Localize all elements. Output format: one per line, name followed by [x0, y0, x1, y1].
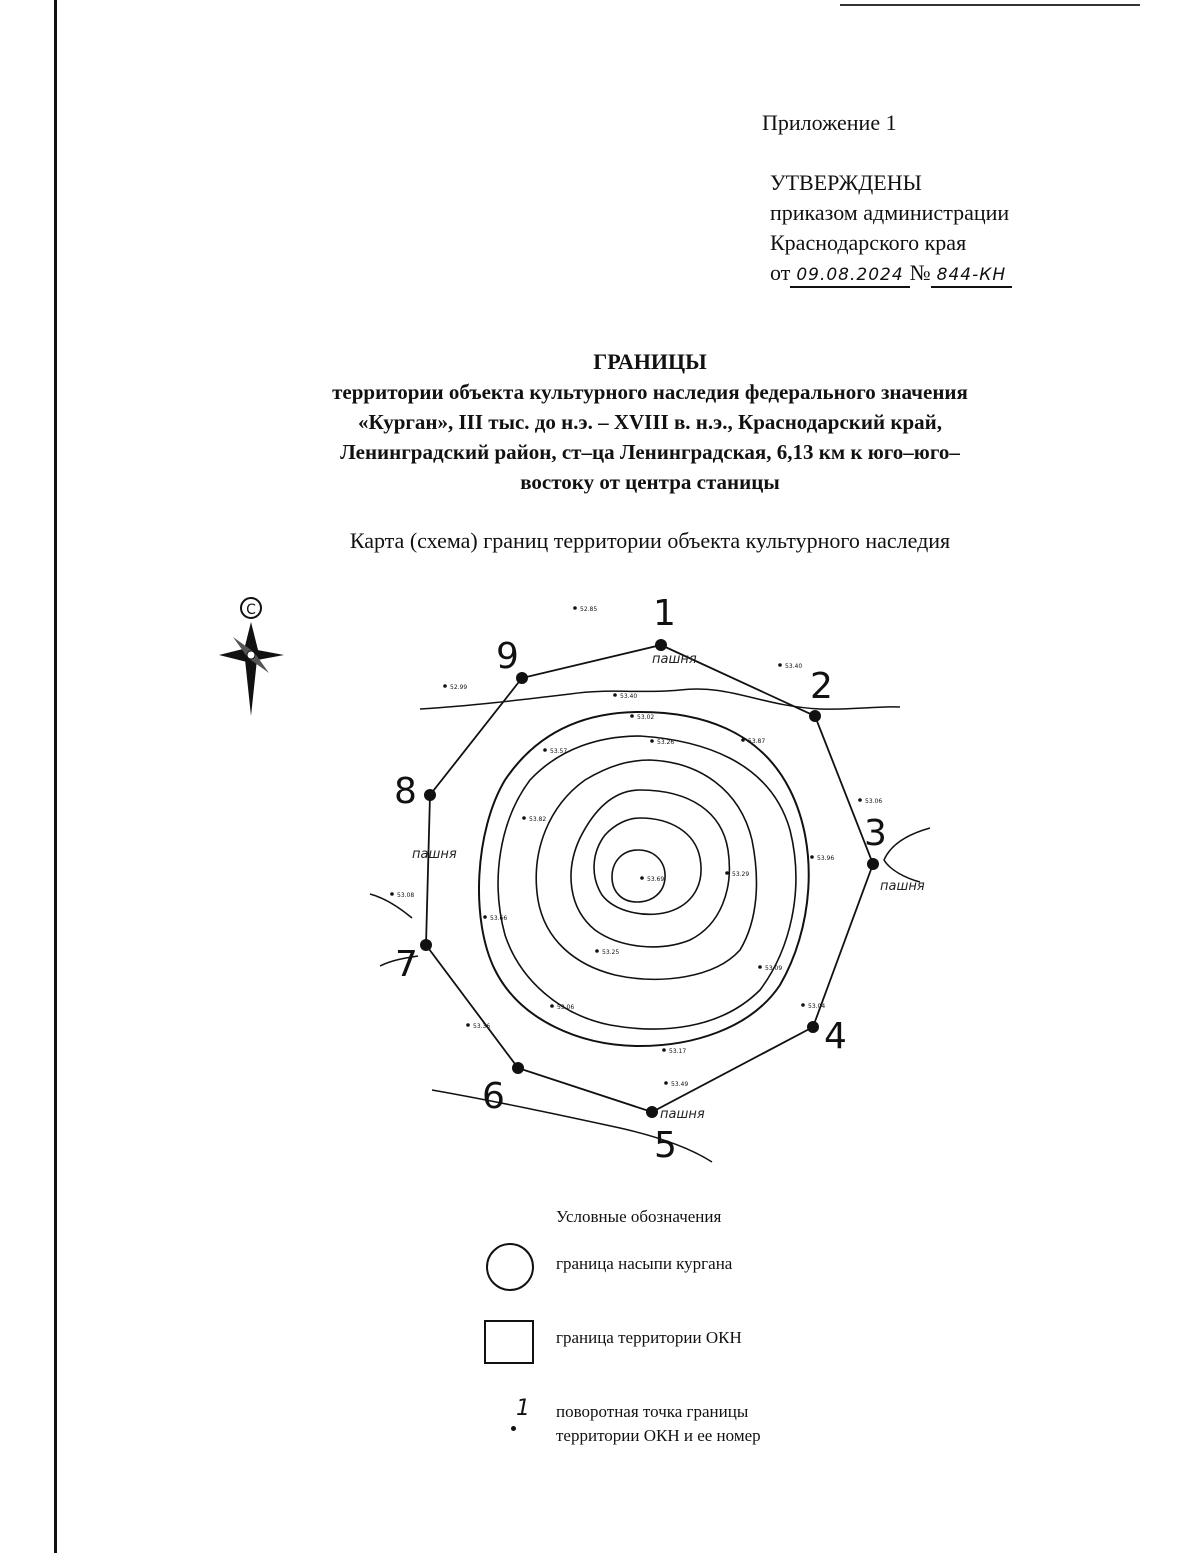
svg-text:53.04: 53.04 [808, 1003, 826, 1010]
legend-turning-point-line-2: территории ОКН и ее номер [556, 1426, 761, 1445]
approval-number: 844-КН [931, 264, 1012, 288]
svg-text:53.06: 53.06 [557, 1004, 575, 1011]
svg-text:53.96: 53.96 [817, 855, 835, 862]
turning-point-symbol-icon [508, 1398, 532, 1438]
title-line-2: «Курган», III тыс. до н.э. – XVIII в. н.э., Краснодарский край, [357, 410, 942, 434]
svg-text:53.69: 53.69 [647, 876, 665, 883]
elevation-mark [858, 798, 882, 805]
svg-text:53.17: 53.17 [669, 1048, 687, 1055]
legend-mound-boundary: граница насыпи кургана [556, 1254, 733, 1273]
approval-line-3: Краснодарского края [770, 230, 967, 255]
title-line-3: Ленинградский район, ст–ца Ленинградская, 6,13 км к юго–юго– [340, 440, 960, 464]
mound-contours [479, 712, 809, 1046]
svg-text:53.36: 53.36 [473, 1023, 491, 1030]
elevation-mark [595, 949, 619, 956]
svg-text:52.99: 52.99 [450, 684, 468, 691]
territory-boundary-symbol-icon [484, 1320, 534, 1364]
elevation-mark [650, 739, 674, 746]
compass-north-label: С [246, 602, 256, 618]
legend-turning-point [556, 1400, 761, 1448]
elevation-mark [758, 965, 782, 972]
svg-text:7: 7 [395, 944, 418, 985]
svg-text:53.06: 53.06 [865, 798, 883, 805]
elevation-mark [801, 1003, 825, 1010]
elevation-mark [662, 1048, 686, 1055]
svg-text:53.26: 53.26 [657, 739, 675, 746]
svg-text:53.09: 53.09 [765, 965, 783, 972]
turning-point-9 [496, 636, 528, 684]
turning-point-6 [482, 1062, 524, 1117]
svg-text:53.40: 53.40 [785, 663, 803, 670]
title-line-1: территории объекта культурного наследия федерального значения [332, 380, 968, 404]
svg-text:3: 3 [864, 813, 887, 854]
svg-text:5: 5 [654, 1125, 677, 1166]
elevation-mark [630, 714, 654, 721]
svg-text:9: 9 [496, 636, 519, 677]
svg-text:53.40: 53.40 [620, 693, 638, 700]
elevation-mark [390, 892, 414, 899]
elevation-mark [466, 1023, 490, 1030]
map-caption: Карта (схема) границ территории объекта культурного наследия [349, 528, 951, 553]
svg-text:53.08: 53.08 [397, 892, 415, 899]
elevation-mark [550, 1004, 574, 1011]
elevation-mark [573, 606, 597, 613]
svg-text:53.57: 53.57 [550, 748, 568, 755]
turning-point-dot [511, 1426, 516, 1431]
svg-text:53.29: 53.29 [732, 871, 750, 878]
legend-turning-point-line-1: поворотная точка границы [556, 1402, 749, 1421]
approval-line-2: приказом администрации [770, 200, 1010, 225]
approval-date: 09.08.2024 [790, 264, 909, 288]
svg-text:53.25: 53.25 [602, 949, 620, 956]
legend-territory-boundary: граница территории ОКН [556, 1328, 742, 1347]
mound-boundary-symbol-icon [486, 1243, 534, 1291]
turning-points [394, 593, 887, 1166]
turning-point-1 [653, 593, 676, 651]
elevation-mark [483, 915, 507, 922]
svg-text:53.66: 53.66 [490, 915, 508, 922]
appendix-label: Приложение 1 [762, 110, 897, 135]
svg-text:53.87: 53.87 [748, 738, 766, 745]
elevation-mark [810, 855, 834, 862]
svg-text:53.02: 53.02 [637, 714, 655, 721]
elevation-marks [390, 606, 882, 1088]
svg-text:53.49: 53.49 [671, 1081, 689, 1088]
turning-point-3 [864, 813, 887, 870]
land-label: пашня [660, 1107, 705, 1122]
title-main: ГРАНИЦЫ [593, 349, 707, 374]
elevation-mark [543, 748, 567, 755]
number-prefix: № [909, 260, 931, 285]
compass-rose-icon [219, 598, 284, 716]
turning-point-sample: 1 [516, 1396, 530, 1421]
land-label: пашня [880, 879, 925, 894]
title-line-4: востоку от центра станицы [520, 470, 780, 494]
elevation-mark [664, 1081, 688, 1088]
land-label: пашня [412, 847, 457, 862]
land-label: пашня [652, 652, 697, 667]
svg-text:53.82: 53.82 [529, 816, 547, 823]
svg-text:52.85: 52.85 [580, 606, 598, 613]
legend-title: Условные обозначения [556, 1207, 722, 1226]
svg-text:4: 4 [824, 1016, 847, 1057]
elevation-mark [613, 693, 637, 700]
elevation-mark [443, 684, 467, 691]
turning-point-4 [807, 1016, 847, 1057]
svg-text:1: 1 [653, 593, 676, 634]
turning-point-2 [809, 666, 833, 722]
svg-text:6: 6 [482, 1076, 505, 1117]
turning-point-7 [395, 939, 432, 985]
svg-text:2: 2 [810, 666, 833, 707]
date-prefix: от [770, 260, 791, 285]
elevation-mark [522, 816, 546, 823]
elevation-mark [640, 876, 664, 883]
svg-text:8: 8 [394, 771, 417, 812]
elevation-mark [778, 663, 802, 670]
approval-heading: УТВЕРЖДЕНЫ [770, 170, 922, 195]
